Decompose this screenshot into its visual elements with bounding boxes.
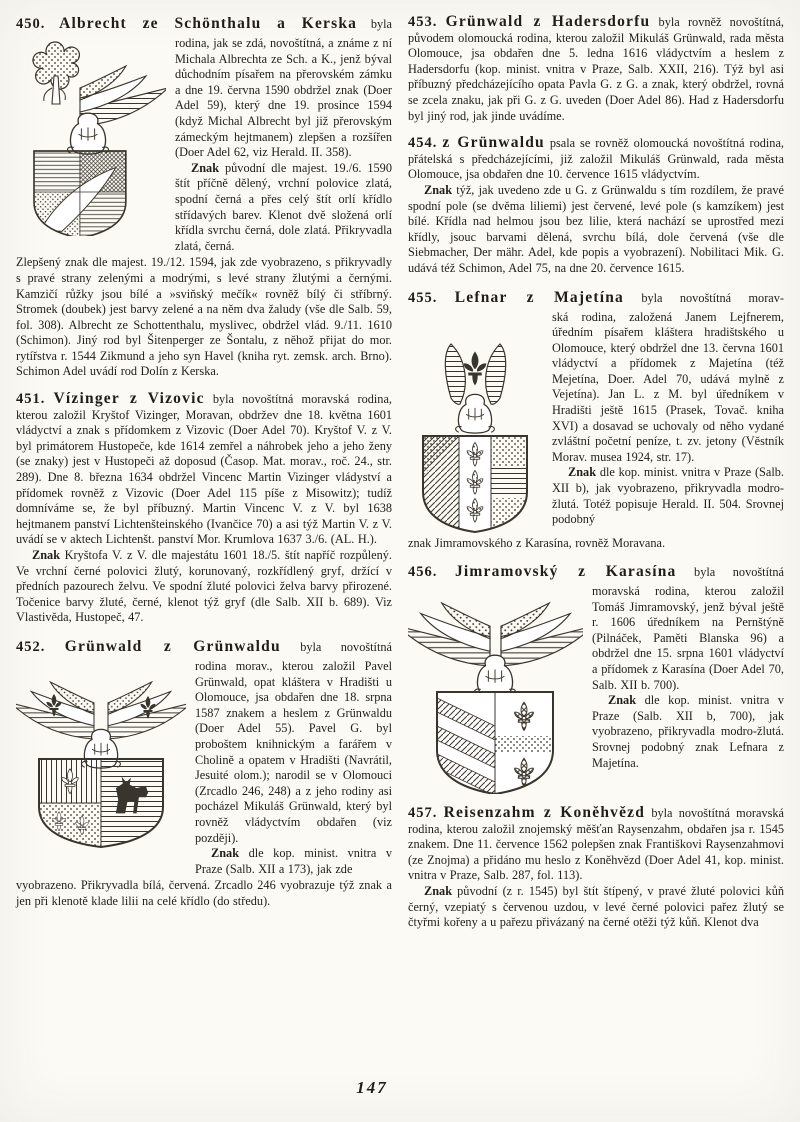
entry-text: rodina morav., kterou založil Pavel Grünwald, opat kláštera v Hradišti u Olomouce, jsa obdařen dne 18. srpna 1587 znakem a heslem z Grünwaldu (Doer Adel 55). Pavel G. byl proboštem knihnickým a farářem v Cholině a opatem v Hradišti (Navrátil, Jesuité olom.); narodil se v Olomouci (Zrcadlo 246, 248) a z jeho rodiny asi pocházel Mikuláš Grünwald, který byl rovněž vládyctvím obdařen (viz později). (195, 658, 392, 845)
entry-text (175, 161, 392, 255)
entry-455 (408, 288, 784, 552)
entry-text: ská rodina, založená Janem Lejfnerem, úředním písařem kláštera hradištského u Olomouce, který obdržel dne 13. června 1601 vládyctví a přídomek z Majetína (též Mejetína, Doer. Adel 70, udává mylně z Vejetína). Jan L. z M. byl úředníkem v Hradišti ještě 1615 (Prasek, Tovač. kniha XVI) a dosavad se uchovaly od něho vydané zvláštní početní peníze, t. zv. jetony (Věstník Morav. musea 1924, str. 17). (552, 309, 784, 464)
znak-label: Znak (424, 182, 453, 197)
page-number: 147 (356, 1078, 388, 1097)
entry-heading (408, 562, 784, 582)
family-name: Lefnar z Majetína (454, 288, 624, 306)
family-name: Grünwald z Hadersdorfu (445, 13, 651, 30)
arms-text-row (16, 36, 392, 254)
heading-lead-text: byla (370, 17, 392, 31)
znak-label: Znak (211, 846, 240, 861)
text-beside-arms (552, 310, 784, 535)
entry-text: psala se rovněž olomoucká novoštítná rodina, přátelská s předcházejícími, již založil Mikuláš Grünwald, rada města Olomouce, jsa obdařen dne 10. července 1615 vládyctvím. (408, 136, 784, 182)
entry-number: 457. (408, 805, 438, 822)
entry-text (408, 183, 784, 277)
left-column (16, 14, 392, 942)
entry-text (195, 846, 392, 877)
entry-text (592, 693, 784, 771)
znak-label: Znak (191, 160, 220, 175)
entry-451 (16, 391, 392, 626)
entry-457 (408, 805, 784, 931)
entry-text (408, 135, 784, 183)
entry-text: Zlepšený znak dle majest. 19./12. 1594, jak zde vyobrazeno, s přikryvadly s pravé strany zelenými a modrými, s levé strany žlutými a černými. Kamzičí růžky jsou bílé a »sviňský mečík« rovněž bílý či stříbrný. Stromek (doubek) jest barvy zelené a na něm dva žaludy (vše dle Salb. 59, fol. 308). Albrecht ze Schottenthalu, myslivec, obdržel vlád. 9./11. 1610 (Schimon). Jiný rod byl Šitenperger ze Šontalu, z něhož přijat do mor. rytířstva r. 1544 Zikmund a jeho syn Havel (kniha ryt. zemsk. arch. Brno). Schimon Adel uvádí rod Dolín z Kerska. (16, 255, 392, 379)
text-columns (16, 14, 784, 942)
entry-text: rodina, jak se zdá, novoštítná, a známe z ní Michala Albrechta ze Sch. a K., jenž býval důchodním písařem na přerovském zámku a dne 19. června 1590 obdržel znak (Doer Adel 59), který dne 19. prosince 1594 (když Michal Albrecht byl již přerovským zámeckým hejtmanem) zlepšen a rozšířen (Doer Adel 62, viz Herald. II. 358). (175, 36, 392, 160)
entry-heading (16, 14, 392, 34)
entry-453 (408, 14, 784, 124)
entry-text: byla novoštítná moravská rodina, kterou založil znojemský měšťan Raysenzahm, obdařen jsa r. 1545 znakem. Dne 11. července 1562 polepšen znak Františkovi Raysenzahmovi (ze Znojma) a přidáno mu heslo z Koněhvězd (Doer Adel 41, kop. minist. vnitra v Praze, Salb. 287, fol. 113). (408, 806, 784, 883)
entry-456 (408, 562, 784, 794)
text-beside-arms (592, 584, 784, 794)
text-beside-arms (175, 36, 392, 254)
heading-lead-text: byla novoštítná (300, 639, 392, 654)
entry-text (408, 14, 784, 124)
arms-text-row (408, 310, 784, 535)
entry-number: 453. (408, 14, 438, 30)
family-name: Grünwald z Grünwaldu (64, 637, 281, 655)
text-beside-arms (195, 659, 392, 877)
family-name: Reisenzahm z Koněhvězd (443, 804, 646, 822)
entry-text: znak Jimramovského z Karasína, rovněž Moravana. (408, 535, 666, 550)
znak-label: Znak (568, 465, 597, 480)
family-name: z Grünwaldu (442, 134, 545, 152)
entry-text: byla novoštítná moravská rodina, kterou založil Kryštof Vizinger, Moravan, obdržev dne 18. května 1601 vládyctví a znak s přídomkem z Vizovic (Doer Adel 70). Kryštof V. z V. byl primátorem Hustopeče, kde 1614 zemřel a náhrobek jeho a jeho ženy (se znaky) jest v Hustopeči až doposud (Časop. Mat. morav., roč. 24., str. 289). Dne 8. března 1634 obdržel Vincenc Martin Vizinger vládyství a přídomek rovněž z Vizovic (Doer Adel 115 píše z Misowitz); tudíž domníváme se, že byl příbuzný. Martin Vincenc V. z V. byl 1638 hejtmanem panství Lichtenšteinského (Ivančice 70) a asi týž Martin V. z V. uvádí se v aktech Lichtenšt. panství Mor. Krumlova 1637 3./6. (AL. H.). (16, 392, 392, 547)
znak-label: Znak (32, 548, 61, 562)
family-name: Vízinger z Vizovic (53, 390, 205, 408)
entry-text: Kryštofa V. z V. dle majestátu 1601 18./5. štít napříč rozpůlený. Ve vrchní černé polovici žlutý, korunovaný, rozkřídlený gryf, držící v předních pazourech želvu. Ve spodní žluté polovici želva barvy přirozené. Točenice barvy žluté, černé, klenot týž gryf (dle Salb. XII b. 689). Viz Vlastivěda, Hustopeč, 47. (16, 548, 392, 625)
heading-lead-text: byla novoštítná (694, 565, 785, 580)
entry-number: 450. (16, 16, 46, 32)
entry-number: 454. (408, 135, 438, 152)
entry-text (16, 548, 392, 626)
entry-text: dle kop. minist. vnitra v Praze (Salb. XII b), jak vyobrazeno, přikryvadla modro-žlutá. Totéž popisuje Herald. II. 504. Srovnej podobný (552, 465, 784, 527)
znak-label: Znak (608, 693, 637, 708)
entry-text (16, 391, 392, 548)
right-column (408, 14, 784, 942)
entry-number: 456. (408, 564, 438, 581)
entry-number: 452. (16, 638, 46, 655)
entry-number: 451. (16, 391, 46, 408)
entry-text (408, 884, 784, 931)
znak-label: Znak (424, 884, 453, 899)
entry-text (408, 805, 784, 884)
family-name: Albrecht ze Schönthalu a Kerska (59, 15, 358, 32)
entry-text: moravská rodina, kterou založil Tomáš Jimramovský, jenž býval ještě r. 1606 úředníkem na Pernštýně (Pilnáček, Paměti Blanska 96) a obdržel dne 15. srpna 1601 vládyctví a přídomek z Karasína (Doer Adel 70, Salb. XII b. 700). (592, 584, 784, 692)
entry-text: dle kop. minist. vnitra v Praze (Salb. XII b, 700), jak vyobrazeno, přikryvadla modro-žlutá. Srovnej podobný znak Lefnara z Majetína. (592, 693, 784, 770)
entry-text: původní dle majest. 19./6. 1590 štít příčně dělený, vrchní polovice zlatá, spodní černá a přes celý štít orlí křídlo střídavých barev. Klenot dvě složená orlí křídla svrchu černá, dole zlatá. Přikryvadla zlatá, černá. (175, 160, 392, 253)
entry-heading (16, 637, 392, 657)
entry-450 (16, 14, 392, 380)
family-name: Jimramovský z Karasína (454, 563, 677, 581)
heading-lead-text: byla novoštítná morav- (641, 290, 784, 305)
coat-of-arms-456-illustration (408, 584, 583, 794)
arms-text-row (408, 584, 784, 794)
entry-452 (16, 637, 392, 910)
entry-number: 455. (408, 289, 438, 306)
entry-text: týž, jak uvedeno zde u G. z Grünwaldu s tím rozdílem, že pravé spodní pole (se dvěma liliemi) jest červené, levé pole (s kamzíkem) jest bílé. Křídla nad helmou jsou bez lilie, která nachází se uprostřed mezi křídly, jsouc barvami dělená, svrchu bílá, dole červená (vše dle Siebmacher, Der mähr. Adel, kde popis a vyobrazení). Nobilitaci Mik. G. udává též Schimon, Adel 75, na dne 20. července 1615. (408, 182, 784, 275)
entry-text (552, 465, 784, 527)
coat-of-arms-450-illustration (16, 36, 166, 236)
entry-text: byla rovněž novoštítná, původem olomoucká rodina, kterou založil Mikuláš Grünwald, rada města Olomouce, jsa obdařen dne 5. ledna 1616 vládyctvím a heslem z Hadersdorfu (kop. minist. vnitra v Praze, Salb. XXII, 216). Týž byl asi příbuzný předcházejícího opata Pavla G. z G. a znak, který obdržel, rovná se zcela znaku, jak při G. z G. uveden (Doer Adel 86). Had z Hadersdorfu byl jiný rod, jak jinde uvádíme. (408, 15, 784, 123)
entry-454 (408, 135, 784, 276)
coat-of-arms-452-illustration (16, 659, 186, 849)
entry-text: dle kop. minist. vnitra v Praze (Salb. XII a 173), jak zde (195, 846, 392, 876)
entry-text: vyobrazeno. Přikryvadla bílá, červená. Zrcadlo 246 vyobrazuje týž znak a jen při klenotě klade lilii na celé křídlo (do středu). (16, 878, 392, 908)
entry-text: původní (z r. 1545) byl štít štípený, v pravé žluté polovici kůň černý, vzepiatý s červenou uzdou, v levé černé polovici pařez žlutý se čtyřmi kořeny a u pařezu přivázaný na černé otěži týž kůň. Klenot dva (408, 884, 784, 930)
entry-heading (408, 288, 784, 308)
coat-of-arms-455-illustration (408, 310, 543, 535)
arms-text-row (16, 659, 392, 877)
